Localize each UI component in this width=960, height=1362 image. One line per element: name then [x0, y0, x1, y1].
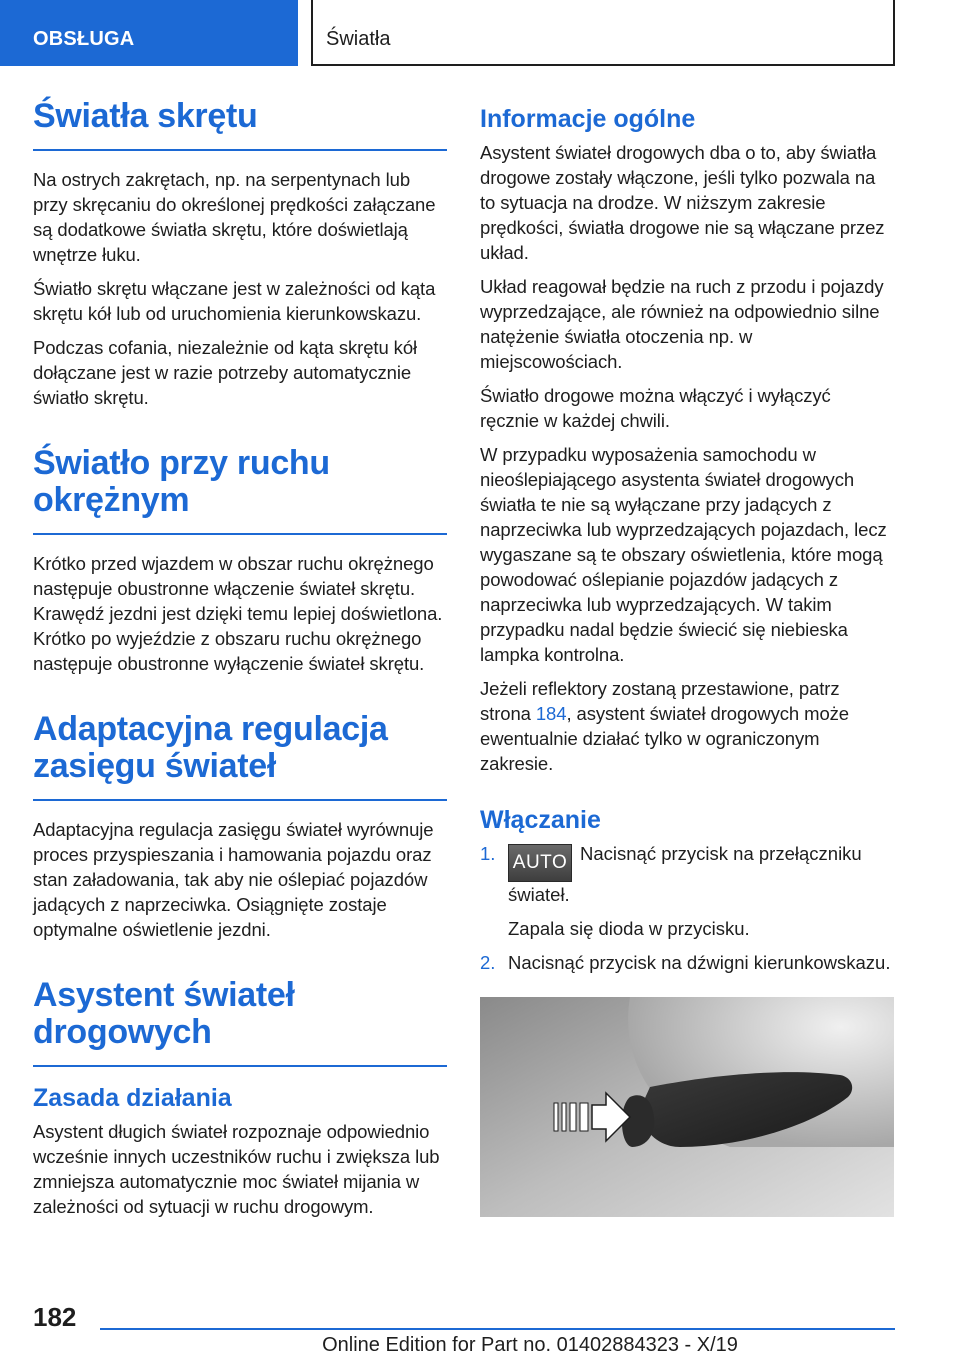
section-label: OBSŁUGA — [0, 0, 298, 66]
turn-signal-lever-figure — [480, 997, 894, 1217]
heading-rule — [33, 799, 447, 801]
text-run: , asystent świateł drogowych może ewentualnie działać tylko w ograniczonym zakresie. — [480, 703, 849, 774]
step-item — [480, 841, 894, 941]
step-number: 1. — [480, 843, 496, 864]
heading-line: Światło przy ruchu — [33, 444, 330, 482]
page-number: 182 — [33, 1302, 77, 1332]
left-column — [33, 98, 447, 1228]
heading-adaptive-range — [33, 711, 447, 785]
step-item — [480, 950, 894, 975]
step-text: Nacisnąć przycisk na dźwigni kierunkowskazu. — [508, 952, 891, 973]
right-column — [480, 104, 894, 1217]
paragraph: Układ reagował będzie na ruch z przodu i pojazdy wyprzedzające, ale również na odpowiednio silne natężenie światła otoczenia np. w miejscowościach. — [480, 276, 884, 372]
paragraph: Światło drogowe można włączyć i wyłączyć ręcznie w każdej chwili. — [480, 385, 831, 431]
step-number: 2. — [480, 952, 496, 973]
page-header — [0, 0, 960, 66]
heading-rule — [33, 1065, 447, 1067]
heading-line: Adaptacyjna regulacja — [33, 710, 388, 748]
footer-edition: Online Edition for Part no. 01402884323 - X/19 — [322, 1334, 738, 1356]
page-reference-link[interactable]: 184 — [535, 703, 567, 724]
chapter-label: Światła — [326, 28, 391, 50]
text-run: Jeżeli reflektory zostaną przestawione, patrz strona — [480, 678, 840, 724]
heading-line: zasięgu świateł — [33, 747, 277, 785]
header-underline — [311, 64, 895, 66]
paragraph: Asystent świateł drogowych dba o to, aby światła drogowe zostały włączone, jeśli tylko pozwala na to sytuacja na drodze. W niższym zakresie prędkości, światła drogowe nie są włączane przez układ. — [480, 142, 885, 263]
steps-list — [480, 841, 894, 975]
paragraph: Krótko przed wjazdem w obszar ruchu okrężnego następuje obustronne włączenie świateł skrętu. Krawędź jezdni jest dzięki temu lepiej doświetlona. Krótko po wyjeździe z obszaru ruchu okrężnego następuje obustronne wyłączenie świateł skrętu. — [33, 553, 443, 674]
footer-rule — [100, 1328, 895, 1330]
heading-line: Asystent świateł — [33, 976, 295, 1014]
paragraph: Adaptacyjna regulacja zasięgu świateł wyrównuje proces przyspieszania i hamowania pojazdu oraz stan załadowania, tak aby nie oślepiać pojazdów jadących z naprzeciwka. Osiągnięte zostaje optymalne oświetlenie jezdni. — [33, 819, 434, 940]
subheading-general-info: Informacje ogólne — [480, 105, 696, 133]
header-divider — [311, 0, 313, 66]
header-right-border — [893, 0, 895, 66]
subheading-principle: Zasada działania — [33, 1084, 232, 1112]
heading-roundabout-light — [33, 445, 447, 519]
paragraph — [480, 676, 894, 776]
heading-rule — [33, 533, 447, 535]
heading-rule — [33, 149, 447, 151]
auto-button-icon: AUTO — [508, 844, 572, 882]
lever-illustration — [480, 997, 894, 1217]
heading-high-beam-assistant — [33, 977, 447, 1051]
subheading-switching-on: Włączanie — [480, 806, 601, 834]
step-text: Nacisnąć przycisk na przełączniku świateł. — [508, 843, 862, 905]
heading-line: okrężnym — [33, 481, 190, 519]
paragraph: Podczas cofania, niezależnie od kąta skrętu kół dołączane jest w razie potrzeby automatycznie światło skrętu. — [33, 337, 418, 408]
paragraph: Światło skrętu włączane jest w zależności od kąta skrętu kół lub od uruchomienia kierunkowskazu. — [33, 278, 436, 324]
paragraph: Asystent długich świateł rozpoznaje odpowiednio wcześnie innych uczestników ruchu i zwiększa lub zmniejsza automatycznie moc świateł mijania w zależności od sytuacji w ruchu drogowym. — [33, 1121, 440, 1217]
heading-line: drogowych — [33, 1013, 212, 1051]
step-note: Zapala się dioda w przycisku. — [508, 918, 750, 939]
paragraph: Na ostrych zakrętach, np. na serpentynach lub przy skręcaniu do określonej prędkości załączane są dodatkowe światła skrętu, które doświetlają wnętrze łuku. — [33, 169, 436, 265]
paragraph: W przypadku wyposażenia samochodu w nieoślepiającego asystenta świateł drogowych światła te nie są wyłączane przy jadących z naprzeciwka lub wyprzedzających pojazdach, lecz wygaszane są te obszary oświetlenia, które mogą powodować oślepianie pojazdów jadących z naprzeciwka lub wyprzedzających. W takim przypadku nadal będzie świecić się niebieska lampka kontrolna. — [480, 444, 887, 665]
heading-turn-lights: Światła skrętu — [33, 97, 258, 135]
